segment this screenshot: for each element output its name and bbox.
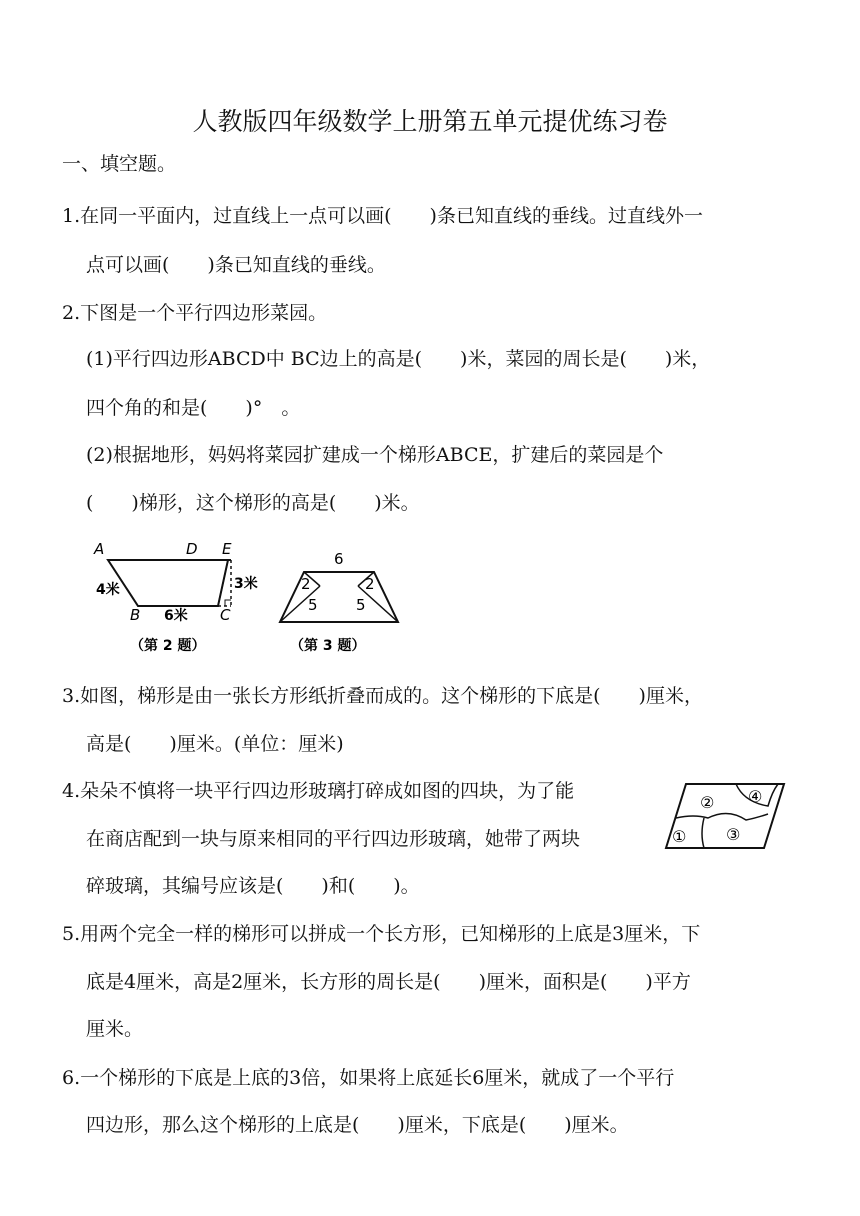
question-4-line-1: 4.朵朵不慎将一块平行四边形玻璃打碎成如图的四块，为了能: [62, 780, 575, 802]
vertex-d-label: D: [186, 540, 198, 558]
parallelogram-figure: [88, 536, 268, 660]
question-2-line-5: ( )梯形，这个梯形的高是( )米。: [86, 492, 420, 514]
question-4-line-2: 在商店配到一块与原来相同的平行四边形玻璃，她带了两块: [86, 828, 581, 850]
side-bc-label: 6米: [164, 608, 188, 624]
question-2-line-3: 四个角的和是( )° 。: [86, 397, 301, 419]
top-base-label: 6: [334, 550, 344, 568]
question-4-line-3: 碎玻璃，其编号应该是( )和( )。: [86, 875, 420, 897]
question-3-line-1: 3.如图，梯形是由一张长方形纸折叠而成的。这个梯形的下底是( )厘米，: [62, 685, 703, 707]
page-title: 人教版四年级数学上册第五单元提优练习卷: [192, 107, 668, 136]
figure-3-caption: （第 3 题）: [290, 638, 366, 654]
right-small-label: 2: [365, 575, 375, 593]
question-6-line-2: 四边形，那么这个梯形的上底是( )厘米，下底是( )厘米。: [86, 1114, 629, 1136]
left-small-label: 2: [301, 575, 311, 593]
vertex-c-label: C: [220, 606, 231, 624]
piece-3-label: ③: [726, 825, 741, 844]
piece-4-label: ④: [748, 787, 763, 806]
right-big-label: 5: [356, 596, 366, 614]
piece-2-label: ②: [700, 793, 715, 812]
section-heading: 一、填空题。: [62, 153, 177, 175]
trapezoid-figure: [270, 546, 410, 660]
question-2-line-2: (1)平行四边形ABCD中 BC边上的高是( )米，菜园的周长是( )米，: [86, 348, 711, 370]
vertex-a-label: A: [94, 540, 105, 558]
question-3-line-2: 高是( )厘米。(单位：厘米): [86, 733, 344, 755]
trapezoid-shape: [280, 572, 398, 622]
question-2-line-1: 2.下图是一个平行四边形菜园。: [62, 302, 328, 324]
side-ab-label: 4米: [96, 582, 120, 598]
parallelogram-shape: [108, 560, 228, 606]
question-5-line-1: 5.用两个完全一样的梯形可以拼成一个长方形，已知梯形的上底是3厘米，下: [62, 923, 701, 945]
piece-1-label: ①: [672, 827, 687, 846]
figure-2-caption: （第 2 题）: [130, 638, 206, 654]
question-5-line-2: 底是4厘米，高是2厘米，长方形的周长是( )厘米，面积是( )平方: [86, 971, 691, 993]
left-big-label: 5: [308, 596, 318, 614]
question-1-line-1: 1.在同一平面内，过直线上一点可以画( )条已知直线的垂线。过直线外一: [62, 205, 703, 227]
broken-glass-figure: [664, 778, 790, 854]
question-6-line-1: 6.一个梯形的下底是上底的3倍，如果将上底延长6厘米，就成了一个平行: [62, 1067, 675, 1089]
height-label: 3米: [234, 576, 258, 592]
question-1-line-2: 点可以画( )条已知直线的垂线。: [86, 254, 386, 276]
question-5-line-3: 厘米。: [86, 1018, 144, 1040]
question-2-line-4: (2)根据地形，妈妈将菜园扩建成一个梯形ABCE，扩建后的菜园是个: [86, 444, 664, 466]
vertex-e-label: E: [222, 540, 232, 558]
vertex-b-label: B: [130, 606, 141, 624]
